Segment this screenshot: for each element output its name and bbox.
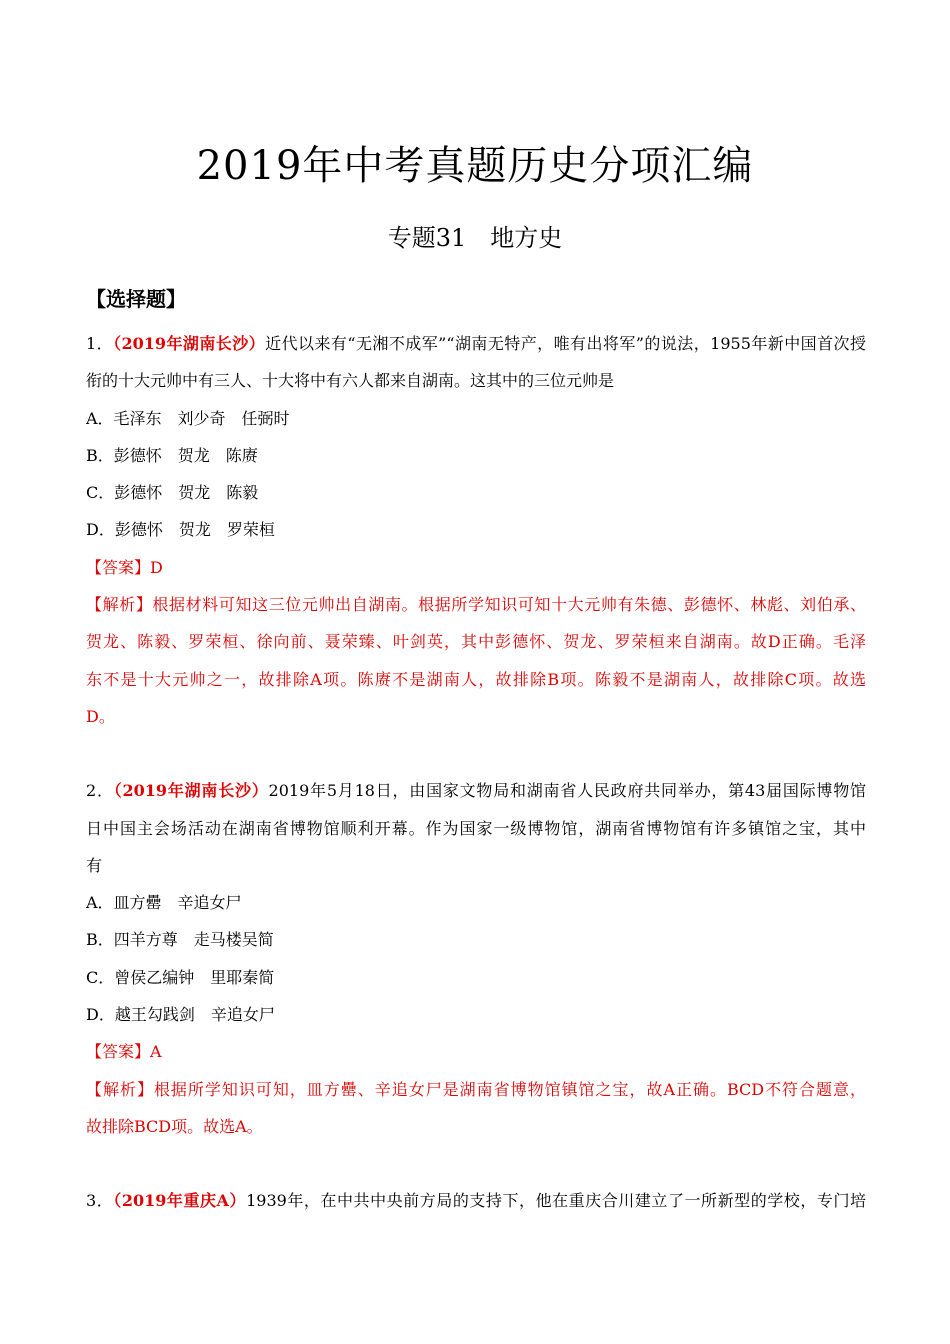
- analysis-line: 贺龙、陈毅、罗荣桓、徐向前、聂荣臻、叶剑英，其中彭德怀、贺龙、罗荣桓来自湖南。故D正确。毛泽: [86, 632, 866, 652]
- spacer: [86, 1145, 866, 1182]
- question-stem-line: [86, 325, 866, 362]
- question-source: （2019年湖南长沙）: [113, 334, 266, 353]
- section-heading: 【选择题】: [86, 287, 186, 311]
- question-source: （2019年湖南长沙）: [113, 781, 269, 801]
- question-source: （2019年重庆A）: [113, 1191, 247, 1211]
- question-stem-line: 日中国主会场活动在湖南省博物馆顺利开幕。作为国家一级博物馆，湖南省博物馆有许多镇馆之宝，其中: [86, 818, 866, 838]
- analysis-line: 故排除BCD项。故选A。: [86, 1116, 263, 1136]
- option-c: C．彭德怀 贺龙 陈毅: [86, 483, 259, 503]
- question-stem-line: 衔的十大元帅中有三人、十大将中有六人都来自湖南。这其中的三位元帅是: [86, 371, 615, 391]
- question-stem-line: [86, 772, 866, 809]
- question-number: 1．: [86, 334, 114, 353]
- analysis-line: 【解析】根据材料可知这三位元帅出自湖南。根据所学知识可知十大元帅有朱德、彭德怀、林彪、刘伯承、: [86, 595, 866, 615]
- option-a: A．毛泽东 刘少奇 任弼时: [86, 408, 290, 428]
- question-stem-line: 有: [86, 855, 103, 875]
- question-2: [86, 772, 866, 1145]
- question-stem-line: [86, 1182, 866, 1219]
- document-subtitle: 专题31 地方史: [387, 224, 563, 252]
- option-d: D．彭德怀 贺龙 罗荣桓: [86, 520, 275, 540]
- option-b: B．四羊方尊 走马楼吴简: [86, 930, 274, 950]
- option-a: A．皿方罍 辛追女尸: [86, 893, 242, 913]
- answer: 【答案】A: [86, 1042, 162, 1062]
- question-number: 2．: [86, 781, 114, 801]
- question-list: [86, 325, 866, 1220]
- analysis-line: D。: [86, 706, 115, 726]
- spacer: [86, 735, 866, 772]
- question-stem-text: 1939年，在中共中央前方局的支持下，他在重庆合川建立了一所新型的学校，专门培: [246, 1191, 866, 1211]
- answer: 【答案】D: [86, 557, 163, 577]
- option-c: C．曾侯乙编钟 里耶秦简: [86, 967, 275, 987]
- question-stem-text: 近代以来有“无湘不成军”“湖南无特产，唯有出将军”的说法，1955年新中国首次授: [265, 334, 866, 353]
- analysis-line: 【解析】根据所学知识可知，皿方罍、辛追女尸是湖南省博物馆镇馆之宝，故A正确。BCD不符合题意，: [86, 1079, 866, 1099]
- question-stem-text: 2019年5月18日，由国家文物局和湖南省人民政府共同举办，第43届国际博物馆: [268, 781, 866, 801]
- option-b: B．彭德怀 贺龙 陈赓: [86, 445, 258, 465]
- document-title: 2019年中考真题历史分项汇编: [196, 143, 754, 189]
- analysis-line: 东不是十大元帅之一，故排除A项。陈赓不是湖南人，故排除B项。陈毅不是湖南人，故排除C项。故选: [86, 669, 866, 689]
- question-1: [86, 325, 866, 735]
- option-d: D．越王勾践剑 辛追女尸: [86, 1005, 275, 1025]
- question-number: 3．: [86, 1191, 114, 1211]
- question-3: [86, 1182, 866, 1219]
